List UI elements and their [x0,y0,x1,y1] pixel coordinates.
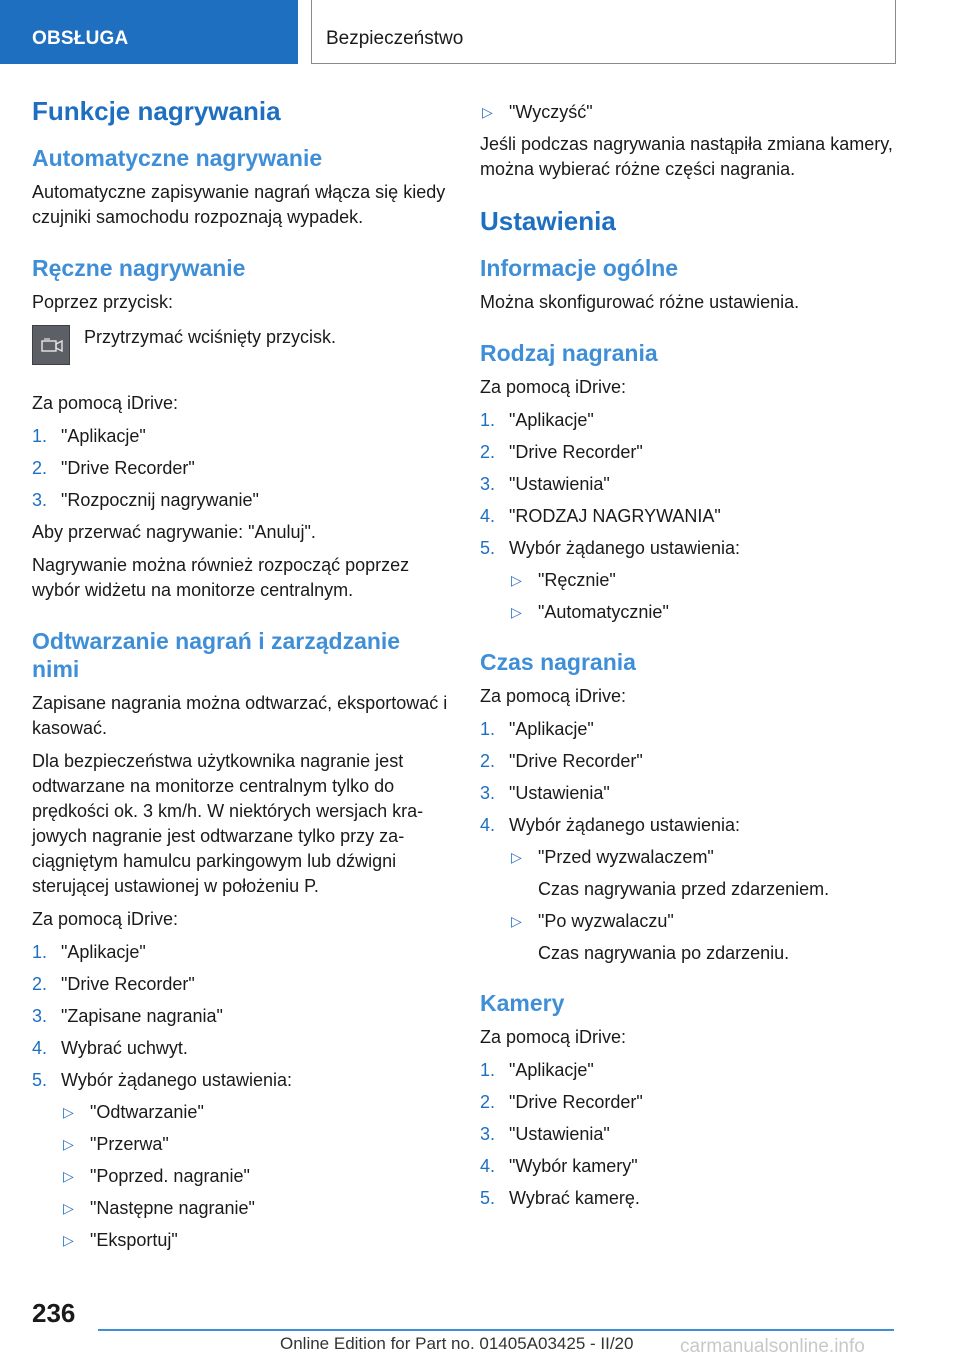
type-steps [480,408,896,625]
time-idrive: Za pomocą iDrive: [480,686,627,706]
step-number: 3. [480,1124,496,1144]
section-title-settings: Ustawienia [480,206,616,236]
option-item: ▷ "Wyczyść" [480,100,896,125]
section-title-recording: Funkcje nagrywania [32,96,281,126]
manual-steps [32,424,448,513]
triangle-bullet-icon: ▷ [63,1136,74,1152]
triangle-bullet-icon: ▷ [511,849,522,865]
time-steps [480,717,896,966]
heading-recording-type: Rodzaj nagrania [480,340,658,366]
option-item: ▷ "Eksportuj" [61,1228,448,1253]
list-item: 4. "Wybór kamery" [480,1154,896,1179]
option-item: ▷ "Następne nagranie" [61,1196,448,1221]
chapter-title: Bezpieczeństwo [311,0,896,64]
footer-divider [98,1329,894,1331]
triangle-bullet-icon: ▷ [63,1200,74,1216]
list-item: 4. Wybrać uchwyt. [32,1036,448,1061]
step-number: 3. [480,474,496,494]
cancel-text: Aby przerwać nagrywanie: "Anuluj". [32,522,316,542]
list-item: 4. Wybór żądanego ustawienia: ▷ "Przed wyzwalaczem" Czas nagrywania przed zdarzeniem. ▷ "Po wyzwalaczu" Czas nagrywania po zdarzeniu. [480,813,896,966]
step-number: 2. [480,751,496,771]
list-item: 5. Wybór żądanego ustawienia: ▷ "Ręcznie" ▷ "Automatycznie" [480,536,896,625]
button-instruction-text: Przytrzymać wciśnięty przycisk. [84,327,337,347]
triangle-bullet-icon: ▷ [511,604,522,620]
continued-options [480,100,896,125]
right-column [480,100,896,1218]
step-number: 1. [480,719,496,739]
option-item: ▷ "Automatycznie" [509,600,896,625]
triangle-bullet-icon: ▷ [63,1104,74,1120]
list-item: 5. Wybór żądanego ustawienia: ▷ "Odtwarzanie" ▷ "Przerwa" ▷ "Poprzed. nagranie" ▷ "Następne nagranie" ▷ "Eksportuj" [32,1068,448,1253]
cameras-steps [480,1058,896,1211]
heading-playback: Odtwarzanie nagrań i zarządzanie nimi [32,628,401,682]
option-item: ▷ "Ręcznie" [509,568,896,593]
playback-text-2: Dla bezpieczeństwa użytkownika nagranie jest odtwarzane na monitorze centralnym tylko do prędkości ok. 3 km/h. W niektórych wersjach krajowych nagranie jest odtwarzane tylko przy zaciągniętym hamulcu parkingowym lub dźwigni sterującej ustawionej w położeniu P. [32,751,424,896]
camera-change-text: Jeśli podczas nagrywania nastąpiła zmiana kamery, można wybierać różne części nagrania. [480,134,893,179]
auto-recording-text: Automatyczne zapisywanie nagrań włącza się kiedy czujniki samochodu rozpoznają wypadek. [32,182,446,227]
step-number: 4. [32,1038,48,1058]
footer-edition: Online Edition for Part no. 01405A03425 - II/20 [280,1334,634,1353]
playback-text-1: Zapisane nagrania można odtwarzać, eksportować i kasować. [32,693,448,738]
section-tab: OBSŁUGA [0,0,298,64]
list-item: 1. "Aplikacje" [480,1058,896,1083]
heading-cameras: Kamery [480,990,565,1016]
option-item: ▷ "Poprzed. nagranie" [61,1164,448,1189]
step-number: 5. [480,538,496,558]
step-number: 4. [480,1156,496,1176]
list-item: 2. "Drive Recorder" [480,749,896,774]
type-idrive: Za pomocą iDrive: [480,377,627,397]
triangle-bullet-icon: ▷ [63,1168,74,1184]
step-number: 3. [480,783,496,803]
list-item: 3. "Ustawienia" [480,781,896,806]
manual-intro: Poprzez przycisk: [32,292,174,312]
page-number: 236 [32,1298,76,1328]
list-item: 2. "Drive Recorder" [480,1090,896,1115]
step-number: 2. [32,458,48,478]
button-instruction [32,325,448,381]
step-number: 1. [32,426,48,446]
option-item: ▷ "Przerwa" [61,1132,448,1157]
left-column [32,96,448,1260]
heading-recording-time: Czas nagrania [480,649,636,675]
heading-general-info: Informacje ogólne [480,255,679,281]
step-number: 1. [32,942,48,962]
step-number: 5. [480,1188,496,1208]
playback-idrive: Za pomocą iDrive: [32,909,179,929]
option-item: ▷ "Po wyzwalaczu" Czas nagrywania po zdarzeniu. [509,909,896,966]
camera-record-button-icon [32,325,70,365]
option-description: Czas nagrywania po zdarzeniu. [538,943,790,963]
list-item: 1. "Aplikacje" [480,408,896,433]
option-item: ▷ "Odtwarzanie" [61,1100,448,1125]
list-item: 1. "Aplikacje" [32,424,448,449]
step-number: 4. [480,815,496,835]
list-item: 3. "Ustawienia" [480,1122,896,1147]
list-item: 2. "Drive Recorder" [32,972,448,997]
heading-manual-recording: Ręczne nagrywanie [32,255,246,281]
list-item: 2. "Drive Recorder" [480,440,896,465]
watermark: carmanualsonline.info [680,1336,865,1357]
step-number: 3. [32,1006,48,1026]
manual-idrive: Za pomocą iDrive: [32,393,179,413]
triangle-bullet-icon: ▷ [511,572,522,588]
step-number: 2. [480,442,496,462]
list-item: 2. "Drive Recorder" [32,456,448,481]
general-info-text: Można skonfigurować różne ustawienia. [480,292,800,312]
triangle-bullet-icon: ▷ [511,913,522,929]
step-number: 2. [480,1092,496,1112]
heading-auto-recording: Automatyczne nagrywanie [32,145,323,171]
widget-text: Nagrywanie można również rozpocząć poprzez wybór widżetu na monitorze centralnym. [32,555,410,600]
type-options [509,568,896,625]
option-item: ▷ "Przed wyzwalaczem" Czas nagrywania przed zdarzeniem. [509,845,896,902]
step-number: 1. [480,1060,496,1080]
triangle-bullet-icon: ▷ [482,104,493,120]
list-item: 5. Wybrać kamerę. [480,1186,896,1211]
playback-steps [32,940,448,1253]
list-item: 3. "Zapisane nagrania" [32,1004,448,1029]
cameras-idrive: Za pomocą iDrive: [480,1027,627,1047]
step-number: 5. [32,1070,48,1090]
list-item: 4. "RODZAJ NAGRYWANIA" [480,504,896,529]
step-number: 4. [480,506,496,526]
playback-options [61,1100,448,1253]
step-number: 2. [32,974,48,994]
list-item: 1. "Aplikacje" [480,717,896,742]
step-number: 1. [480,410,496,430]
option-description: Czas nagrywania przed zdarzeniem. [538,879,830,899]
list-item: 1. "Aplikacje" [32,940,448,965]
list-item: 3. "Ustawienia" [480,472,896,497]
step-number: 3. [32,490,48,510]
triangle-bullet-icon: ▷ [63,1232,74,1248]
time-options [509,845,896,966]
list-item: 3. "Rozpocznij nagrywanie" [32,488,448,513]
